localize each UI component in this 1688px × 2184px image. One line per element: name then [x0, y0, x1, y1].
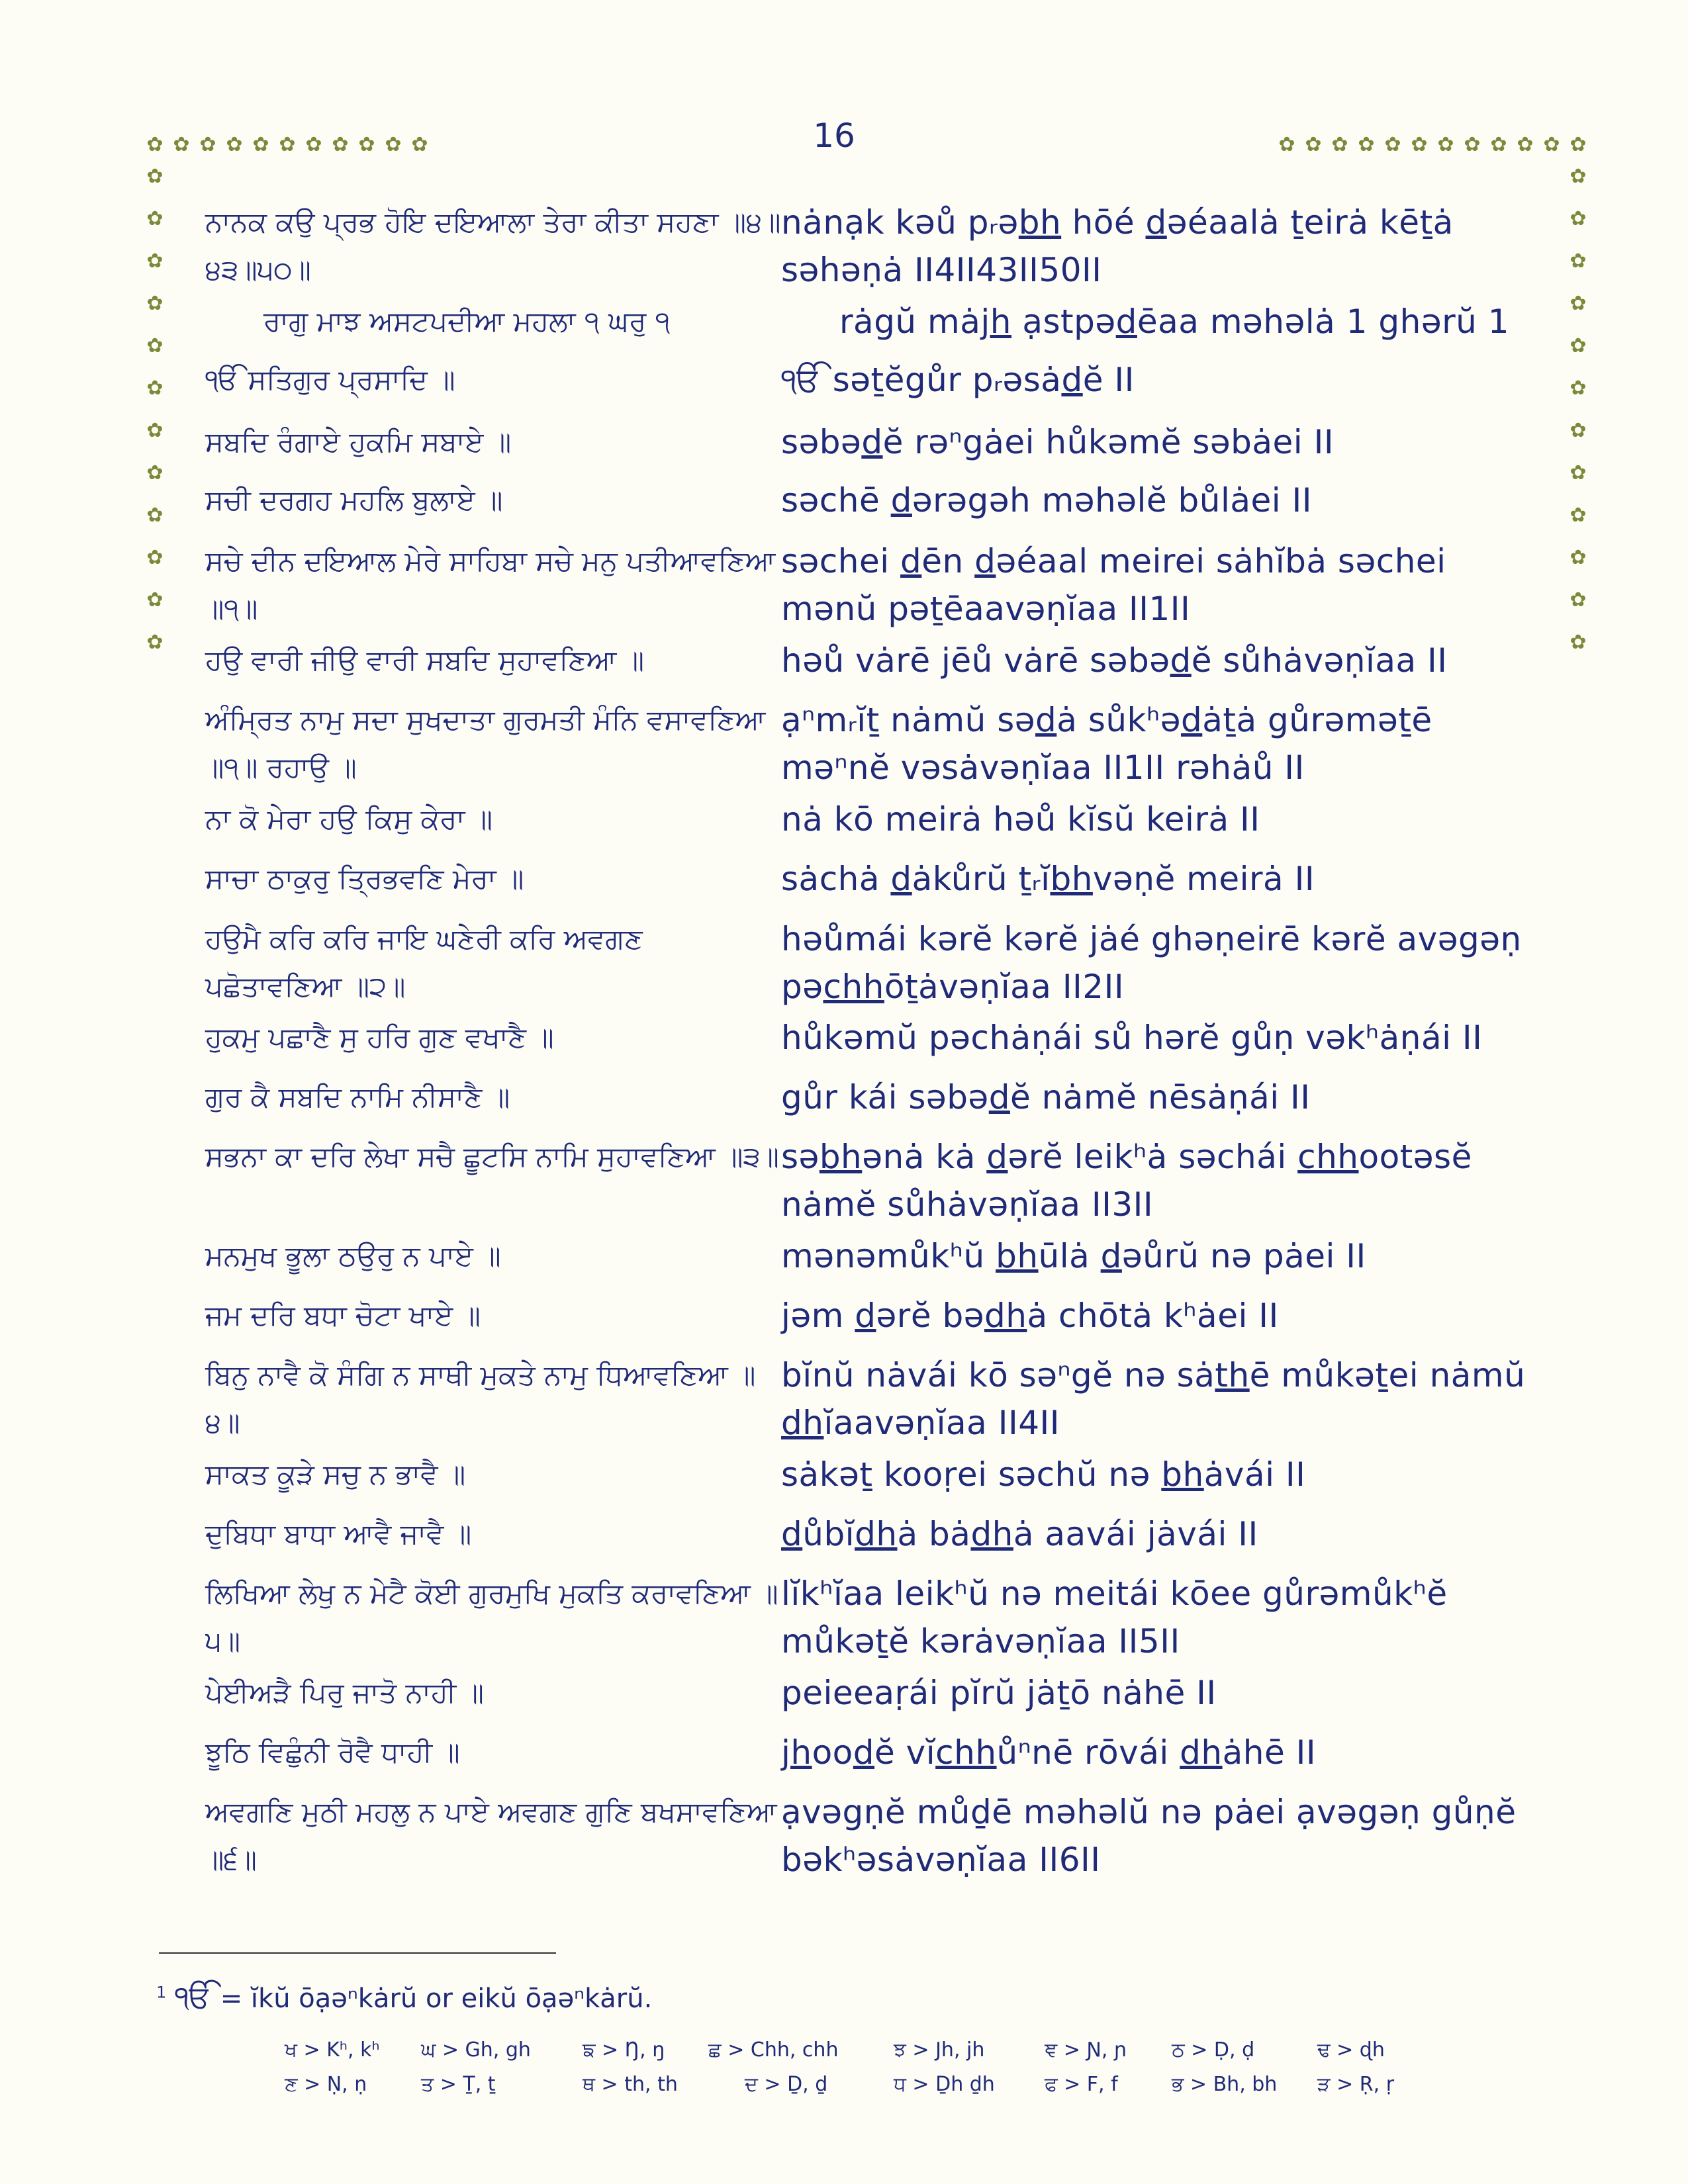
roman-line: sȧchȧ dȧkůrŭ ṯᵣĭbhvəṇĕ meirȧ II — [781, 860, 1315, 898]
roman-line: rȧgŭ mȧjh ạstpədēaa məhəlȧ 1 ghərŭ 1 — [839, 302, 1510, 341]
gurmukhi-line: ਦੁਬਿਧਾ ਬਾਧਾ ਆਵੈ ਜਾਵੈ ॥ — [205, 1518, 472, 1550]
key-item: ਦ > Ḏ, ḏ — [745, 2073, 828, 2096]
page-number: 16 — [813, 116, 855, 155]
key-item: ਛ > Chh, chh — [708, 2038, 839, 2062]
key-item: ਥ > th, th — [583, 2073, 678, 2096]
flower-icon: ✿ — [146, 631, 164, 654]
flower-icon: ✿ — [146, 419, 164, 442]
flower-icon: ✿ — [1570, 165, 1587, 188]
gurmukhi-line: ਹੁਕਮੁ ਪਛਾਣੈ ਸੁ ਹਰਿ ਗੁਣ ਵਖਾਣੈ ॥ — [205, 1021, 554, 1054]
key-item: ਞ > Ɲ, ɲ — [1045, 2038, 1127, 2062]
footnote-text: = ĭkŭ ōạəⁿkȧrŭ or eikŭ ōạəⁿkȧrŭ. — [220, 1983, 653, 2014]
roman-line: důbĭdhȧ bȧdhȧ aavái jȧvái II — [781, 1515, 1258, 1553]
flower-icon: ✿ — [226, 133, 243, 156]
gurmukhi-line: ਅਵਗਣਿ ਮੁਠੀ ਮਹਲੁ ਨ ਪਾਏ ਅਵਗਣ ਗੁਣਿ ਬਖਸਾਵਣਿਆ ॥੬॥ — [205, 1796, 777, 1876]
flower-icon: ✿ — [1517, 133, 1534, 156]
flower-icon: ✿ — [146, 588, 164, 612]
gurmukhi-line: ਸਬਦਿ ਰੰਗਾਏ ਹੁਕਮਿ ਸਬਾਏ ॥ — [205, 426, 512, 458]
roman-line: həů vȧrē jēů vȧrē səbədĕ sůhȧvəṇĭaa II — [781, 641, 1448, 680]
flower-icon: ✿ — [1278, 133, 1295, 156]
flower-icon: ✿ — [146, 292, 164, 315]
key-item: ਝ > Jh, jh — [894, 2038, 985, 2062]
flower-icon: ✿ — [1331, 133, 1348, 156]
gurmukhi-line: ਲਿਖਿਆ ਲੇਖੁ ਨ ਮੇਟੈ ਕੋਈ ਗੁਰਮੁਖਿ ਮੁਕਤਿ ਕਰਾਵਣਿਆ ॥੫॥ — [205, 1577, 778, 1657]
gurmukhi-line: ਸਭਨਾ ਕਾ ਦਰਿ ਲੇਖਾ ਸਚੈ ਛੂਟਸਿ ਨਾਮਿ ਸੁਹਾਵਣਿਆ ॥੩॥ — [205, 1140, 779, 1173]
flower-icon: ✿ — [146, 334, 164, 357]
gurmukhi-line: ਮਨਮੁਖ ਭੂਲਾ ਠਉਰੁ ਨ ਪਾਏ ॥ — [205, 1240, 501, 1272]
flower-icon: ✿ — [146, 165, 164, 188]
flower-icon: ✿ — [146, 504, 164, 527]
flower-icon: ✿ — [1570, 250, 1587, 273]
flower-icon: ✿ — [1570, 461, 1587, 484]
flower-icon: ✿ — [1437, 133, 1454, 156]
roman-line: həůmái kərĕ kərĕ jȧé ghəṇeirē kərĕ avəgəṇ pəchhōṯȧvəṇĭaa II2II — [781, 920, 1522, 1006]
flower-icon: ✿ — [1570, 504, 1587, 527]
roman-line: peieeaṛái pĭrŭ jȧṯō nȧhē II — [781, 1674, 1217, 1712]
gurmukhi-line: ਸਚੀ ਦਰਗਹ ਮਹਲਿ ਬੁਲਾਏ ॥ — [205, 484, 503, 516]
roman-line: mənəmůkʰŭ bhūlȧ dəůrŭ nə pȧei II — [781, 1237, 1366, 1275]
flower-icon: ✿ — [146, 133, 164, 156]
gurmukhi-line: ੴ ਸਤਿਗੁਰ ਪ੍ਰਸਾਦਿ ॥ — [205, 363, 455, 396]
flower-icon: ✿ — [1570, 588, 1587, 612]
flower-icon: ✿ — [1570, 631, 1587, 654]
roman-line: gůr kái səbədĕ nȧmĕ nēsȧṇái II — [781, 1078, 1311, 1116]
flower-icon: ✿ — [252, 133, 269, 156]
key-item: ਘ > Gh, gh — [421, 2038, 531, 2062]
flower-icon: ✿ — [146, 546, 164, 569]
flower-icon: ✿ — [332, 133, 349, 156]
flower-icon: ✿ — [1570, 377, 1587, 400]
roman-line: ੴ səṯĕgůr pᵣəsȧdĕ II — [781, 361, 1135, 399]
roman-line: jhoodĕ vĭchhůⁿnē rōvái dhȧhē II — [781, 1733, 1317, 1772]
flower-icon: ✿ — [146, 377, 164, 400]
gurmukhi-line: ਹਉਮੈ ਕਰਿ ਕਰਿ ਜਾਇ ਘਣੇਰੀ ਕਰਿ ਅਵਗਣ ਪਛੋਤਾਵਣਿਆ ॥੨॥ — [205, 923, 643, 1003]
flower-icon: ✿ — [385, 133, 402, 156]
flower-icon: ✿ — [1411, 133, 1428, 156]
key-item: ਙ > Ŋ, ŋ — [583, 2038, 665, 2062]
flower-icon: ✿ — [1543, 133, 1560, 156]
footnote-divider — [159, 1952, 556, 1954]
roman-line: səchē dərəgəh məhəlĕ bůlȧei II — [781, 481, 1313, 520]
flower-icon: ✿ — [1358, 133, 1375, 156]
flower-icon: ✿ — [1570, 133, 1587, 156]
gurmukhi-line: ਸਾਚਾ ਠਾਕੁਰੁ ਤ੍ਰਿਭਵਣਿ ਮੇਰਾ ॥ — [205, 862, 524, 895]
gurmukhi-line: ਜਮ ਦਰਿ ਬਧਾ ਚੋਟਾ ਖਾਏ ॥ — [205, 1299, 481, 1332]
gurmukhi-line: ਝੂਠਿ ਵਿਛੁੰਨੀ ਰੋਵੈ ਧਾਹੀ ॥ — [205, 1736, 460, 1768]
key-item: ਧ > Ḏh ḏh — [894, 2073, 995, 2096]
gurmukhi-line: ਪੇਈਅੜੈ ਪਿਰੁ ਜਾਤੋ ਨਾਹੀ ॥ — [205, 1676, 484, 1709]
key-item: ਖ > Kʰ, kʰ — [285, 2038, 380, 2062]
gurmukhi-line: ਸਾਕਤ ਕੂੜੇ ਸਚੁ ਨ ਭਾਵੈ ॥ — [205, 1458, 466, 1490]
roman-line: nȧ kō meirȧ həů kĭsŭ keirȧ II — [781, 800, 1260, 839]
flower-icon: ✿ — [173, 133, 190, 156]
gurmukhi-line: ਗੁਰ ਕੈ ਸਬਦਿ ਨਾਮਿ ਨੀਸਾਣੈ ॥ — [205, 1081, 510, 1113]
gurmukhi-line: ਅੰਮ੍ਰਿਤ ਨਾਮੁ ਸਦਾ ਸੁਖਦਾਤਾ ਗੁਰਮਤੀ ਮੰਨਿ ਵਸਾਵਣਿਆ ॥੧॥ ਰਹਾਉ ॥ — [205, 704, 766, 784]
key-item: ਢ > ɖh — [1317, 2038, 1385, 2062]
gurmukhi-line: ਹਉ ਵਾਰੀ ਜੀਉ ਵਾਰੀ ਸਬਦਿ ਸੁਹਾਵਣਿਆ ॥ — [205, 644, 645, 676]
flower-icon: ✿ — [1570, 334, 1587, 357]
gurmukhi-line: ਨਾ ਕੋ ਮੇਰਾ ਹਉ ਕਿਸੁ ਕੇਰਾ ॥ — [205, 803, 492, 835]
key-item: ਫ > F, f — [1045, 2073, 1118, 2096]
roman-line: bĭnŭ nȧvái kō səⁿgĕ nə sȧthē můkəṯei nȧmŭ dhĭaavəṇĭaa II4II — [781, 1356, 1526, 1442]
roman-line: hůkəmŭ pəchȧṇái sů hərĕ gůṇ vəkʰȧṇái II — [781, 1019, 1483, 1057]
footnote-marker: 1 — [156, 1983, 167, 2002]
flower-icon: ✿ — [1384, 133, 1401, 156]
gurmukhi-line: ਸਚੇ ਦੀਨ ਦਇਆਲ ਮੇਰੇ ਸਾਹਿਬਾ ਸਚੇ ਮਨੁ ਪਤੀਆਵਣਿਆ ॥੧॥ — [205, 545, 776, 625]
flower-icon: ✿ — [146, 207, 164, 230]
roman-line: ạvəgṇĕ můḏē məhəlŭ nə pȧei ạvəgəṇ gůṇĕ bəkʰəsȧvəṇĭaa II6II — [781, 1793, 1517, 1879]
key-item: ਭ > Bh, bh — [1172, 2073, 1278, 2096]
flower-icon: ✿ — [146, 250, 164, 273]
flower-icon: ✿ — [279, 133, 296, 156]
flower-icon: ✿ — [1570, 419, 1587, 442]
key-item: ਠ > Ḍ, ḍ — [1172, 2038, 1255, 2062]
flower-icon: ✿ — [1464, 133, 1481, 156]
roman-line: səchei dēn dəéaal meirei sȧhĭbȧ səchei mənŭ pəṯēaavəṇĭaa II1II — [781, 542, 1446, 628]
ik-onkar-symbol: ੴ — [175, 1979, 212, 2015]
flower-icon: ✿ — [358, 133, 375, 156]
gurmukhi-line: ਨਾਨਕ ਕਉ ਪ੍ਰਭ ਹੋਇ ਦਇਆਲਾ ਤੇਰਾ ਕੀਤਾ ਸਹਣਾ ॥੪॥੪੩॥੫੦॥ — [205, 206, 781, 286]
flower-icon: ✿ — [1570, 207, 1587, 230]
roman-line: nȧnạk kəů pᵣəbh hōé dəéaalȧ ṯeirȧ kēṯȧ səhəṇȧ II4II43II50II — [781, 203, 1454, 289]
key-item: ਤ > Ṯ, ṯ — [421, 2073, 496, 2096]
gurmukhi-line: ਬਿਨੁ ਨਾਵੈ ਕੋ ਸੰਗਿ ਨ ਸਾਥੀ ਮੁਕਤੇ ਨਾਮੁ ਧਿਆਵਣਿਆ ॥੪॥ — [205, 1359, 756, 1439]
flower-icon: ✿ — [305, 133, 322, 156]
flower-icon: ✿ — [1570, 292, 1587, 315]
flower-icon: ✿ — [1570, 546, 1587, 569]
roman-line: ạⁿmᵣĭṯ nȧmŭ sədȧ sůkʰədȧṯȧ gůrəməṯē məⁿnĕ vəsȧvəṇĭaa II1II rəhȧů II — [781, 701, 1432, 787]
roman-line: jəm dərĕ bədhȧ chōtȧ kʰȧei II — [781, 1297, 1279, 1335]
roman-line: sȧkəṯ kooṛei səchŭ nə bhȧvái II — [781, 1455, 1306, 1494]
flower-icon: ✿ — [411, 133, 428, 156]
roman-line: səbədĕ rəⁿgȧei hůkəmĕ səbȧei II — [781, 423, 1335, 461]
key-item: ਣ > Ṇ, ṇ — [285, 2073, 367, 2096]
key-item: ੜ > Ṛ, ṛ — [1317, 2073, 1395, 2096]
roman-line: səbhənȧ kȧ dərĕ leikʰȧ səchái chhootəsĕ nȧmĕ sůhȧvəṇĭaa II3II — [781, 1138, 1472, 1224]
gurmukhi-line: ਰਾਗੁ ਮਾਝ ਅਸਟਪਦੀਆ ਮਹਲਾ ੧ ਘਰੁ ੧ — [263, 305, 671, 338]
flower-icon: ✿ — [199, 133, 216, 156]
footnote — [156, 1979, 652, 2016]
flower-icon: ✿ — [146, 461, 164, 484]
flower-icon: ✿ — [1305, 133, 1322, 156]
flower-icon: ✿ — [1490, 133, 1507, 156]
roman-line: lĭkʰĭaa leikʰŭ nə meitái kōee gůrəmůkʰĕ můkəṯĕ kərȧvəṇĭaa II5II — [781, 1574, 1448, 1661]
